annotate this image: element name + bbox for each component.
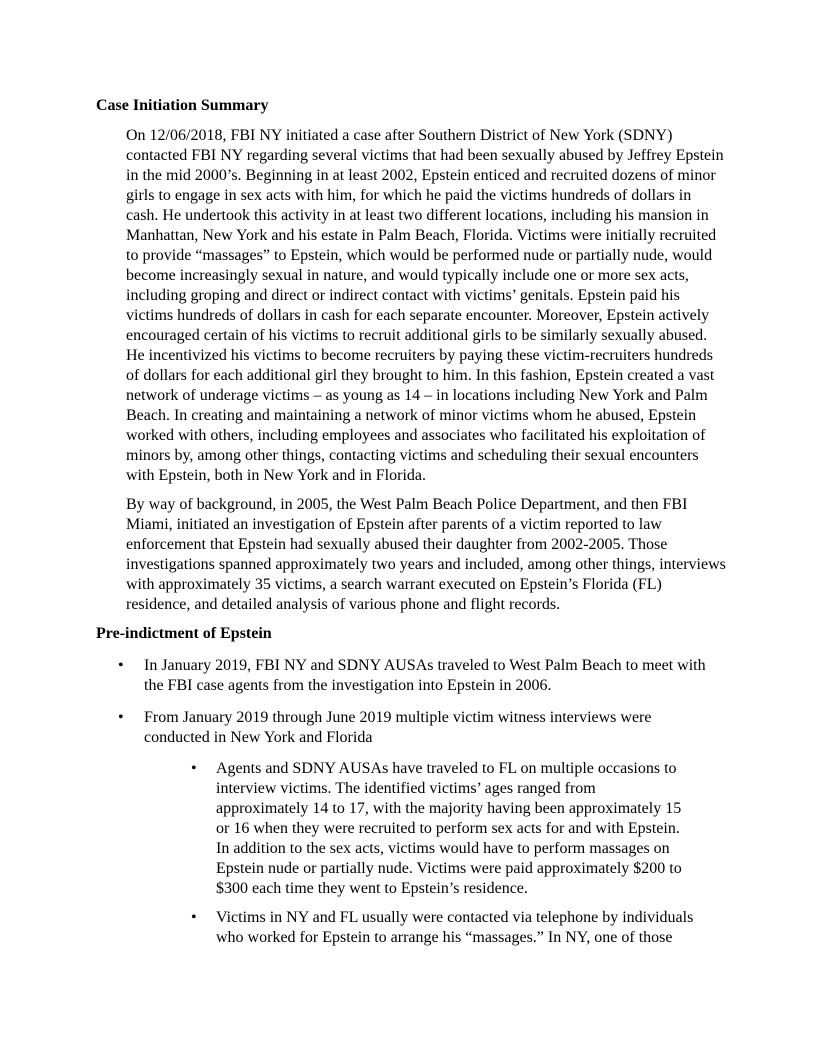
text-line: By way of background, in 2005, the West Palm Beach Police Department, and then FBI	[126, 496, 688, 513]
text-line: including groping and direct or indirect contact with victims’ genitals. Epstein paid his	[126, 287, 680, 304]
paragraph-background	[96, 495, 726, 615]
list-item-bullet-1	[118, 656, 724, 696]
text-line: who worked for Epstein to arrange his “massages.” In NY, one of those	[216, 929, 673, 946]
text-line: or 16 when they were recruited to perform sex acts for and with Epstein.	[216, 820, 680, 837]
text-line: $300 each time they went to Epstein’s residence.	[216, 880, 528, 897]
text-line: network of underage victims – as young as 14 – in locations including New York and Palm	[126, 387, 708, 404]
text-line: Victims in NY and FL usually were contacted via telephone by individuals	[216, 909, 694, 926]
section-heading-case-initiation: Case Initiation Summary	[96, 97, 269, 114]
text-line: In January 2019, FBI NY and SDNY AUSAs traveled to West Palm Beach to meet with	[144, 657, 706, 674]
text-line: with approximately 35 victims, a search warrant executed on Epstein’s Florida (FL)	[126, 576, 662, 593]
text-line: Beach. In creating and maintaining a network of minor victims whom he abused, Epstein	[126, 407, 697, 424]
text-line: Manhattan, New York and his estate in Palm Beach, Florida. Victims were initially recruited	[126, 227, 717, 244]
text-line: He incentivized his victims to become recruiters by paying these victim-recruiters hundreds	[126, 347, 713, 364]
text-line: enforcement that Epstein had sexually abused their daughter from 2002-2005. Those	[126, 536, 668, 553]
text-line: become increasingly sexual in nature, and would typically include one or more sex acts,	[126, 267, 689, 284]
list-item-bullet-2	[118, 708, 724, 748]
text-line: Epstein nude or partially nude. Victims were paid approximately $200 to	[216, 860, 682, 877]
text-line: with Epstein, both in New York and in Florida.	[126, 467, 426, 484]
text-line: encouraged certain of his victims to recruit additional girls to be similarly sexually abused.	[126, 327, 708, 344]
text-line: From January 2019 through June 2019 multiple victim witness interviews were	[144, 709, 652, 726]
text-line: residence, and detailed analysis of various phone and flight records.	[126, 596, 561, 613]
text-line: of dollars for each additional girl they brought to him. In this fashion, Epstein created a vast	[126, 367, 715, 384]
text-line: contacted FBI NY regarding several victims that had been sexually abused by Jeffrey Epstein	[126, 147, 724, 164]
text-line: victims hundreds of dollars in cash for each separate encounter. Moreover, Epstein actively	[126, 307, 710, 324]
text-line: In addition to the sex acts, victims would have to perform massages on	[216, 840, 670, 857]
text-line: investigations spanned approximately two years and included, among other things, interviews	[126, 556, 726, 573]
text-line: Agents and SDNY AUSAs have traveled to FL on multiple occasions to	[216, 760, 677, 777]
bullet-icon: •	[118, 709, 124, 726]
text-line: worked with others, including employees and associates who facilitated his exploitation of	[126, 427, 706, 444]
text-line: the FBI case agents from the investigation into Epstein in 2006.	[144, 677, 552, 694]
text-line: interview victims. The identified victims’ ages ranged from	[216, 780, 596, 797]
text-line: On 12/06/2018, FBI NY initiated a case after Southern District of New York (SDNY)	[126, 127, 673, 144]
bullet-icon: •	[191, 909, 197, 926]
bullet-icon: •	[118, 657, 124, 674]
text-line: to provide “massages” to Epstein, which would be performed nude or partially nude, would	[126, 247, 713, 264]
list-item-sub-bullet-2	[191, 908, 716, 948]
text-line: Miami, initiated an investigation of Epstein after parents of a victim reported to law	[126, 516, 662, 533]
paragraph-case-summary	[96, 126, 724, 486]
text-line: minors by, among other things, contacting victims and scheduling their sexual encounters	[126, 447, 699, 464]
bullet-icon: •	[191, 760, 197, 777]
section-heading-pre-indictment: Pre-indictment of Epstein	[96, 625, 272, 642]
text-line: in the mid 2000’s. Beginning in at least 2002, Epstein enticed and recruited dozens of minor	[126, 167, 716, 184]
list-item-sub-bullet-1	[191, 759, 716, 899]
text-line: cash. He undertook this activity in at least two different locations, including his mansion in	[126, 207, 709, 224]
text-line: conducted in New York and Florida	[144, 729, 373, 746]
text-line: approximately 14 to 17, with the majority having been approximately 15	[216, 800, 682, 817]
text-line: girls to engage in sex acts with him, for which he paid the victims hundreds of dollars in	[126, 187, 692, 204]
